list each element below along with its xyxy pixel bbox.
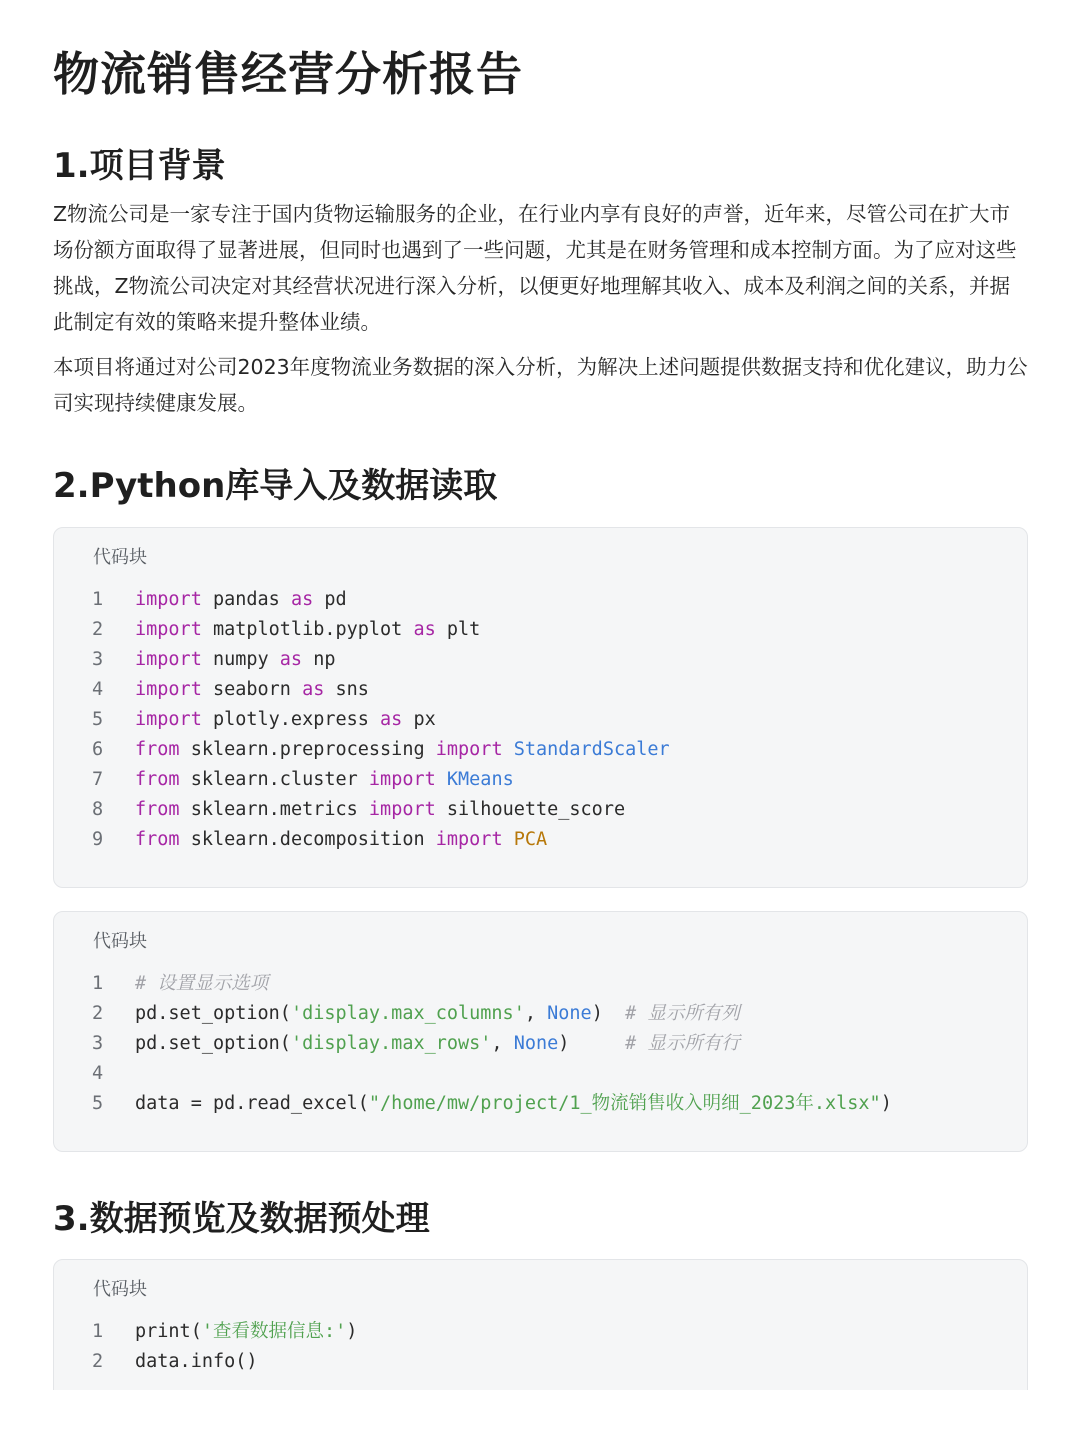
code-token [436, 769, 447, 790]
code-lines [54, 969, 1027, 1119]
code-token: # 显示所有列 [625, 1003, 740, 1024]
code-text [135, 645, 336, 675]
code-token: import [135, 679, 202, 700]
code-token: as [290, 589, 314, 610]
code-line [54, 1059, 1027, 1089]
code-text [135, 615, 480, 645]
code-token: as [302, 679, 325, 700]
code-token: PCA [513, 829, 548, 850]
code-token: import [135, 589, 202, 610]
line-number: 3 [92, 1033, 104, 1054]
code-token: sklearn.preprocessing [179, 739, 436, 760]
code-token: data.info() [135, 1351, 258, 1372]
paragraph-background: Z物流公司是一家专注于国内货物运输服务的企业，在行业内享有良好的声誉，近年来，尽管公司在扩大市场份额方面取得了显著进展，但同时也遇到了一些问题，尤其是在财务管理和成本控制方面。为了应对这些挑战，Z物流公司决定对其经营状况进行深入分析，以便更好地理解其收入、成本及利润之间的关系，并据此制定有效的策略来提升整体业绩。 [53, 202, 1017, 334]
code-token: '查看数据信息:' [201, 1321, 347, 1342]
line-number: 5 [92, 1093, 104, 1114]
paragraph-goal: 本项目将通过对公司2023年度物流业务数据的深入分析，为解决上述问题提供数据支持和优化建议，助力公司实现持续健康发展。 [53, 355, 1028, 415]
code-token: import [368, 799, 436, 820]
code-token: ) [346, 1321, 358, 1342]
code-token: import [435, 829, 503, 850]
code-line [54, 795, 1027, 825]
line-number: 8 [92, 799, 104, 820]
line-number: 2 [92, 1351, 104, 1372]
code-text [135, 675, 369, 705]
code-line [54, 999, 1027, 1029]
line-number: 7 [92, 769, 104, 790]
code-token: matplotlib.pyplot [201, 619, 414, 640]
code-token: sns [324, 679, 369, 700]
line-number: 6 [92, 739, 104, 760]
code-token: as [279, 649, 303, 670]
code-token: # 显示所有行 [625, 1033, 740, 1054]
section-heading-imports: 2.Python库导入及数据读取 [53, 466, 498, 506]
code-lines [54, 585, 1027, 855]
code-text [135, 705, 436, 735]
code-token: import [135, 619, 202, 640]
code-block-label: 代码块 [93, 547, 147, 568]
line-number: 1 [92, 589, 104, 610]
code-block-preview[interactable] [53, 1259, 1028, 1390]
line-number: 9 [92, 829, 104, 850]
code-block-label: 代码块 [93, 1279, 147, 1300]
code-token: ) [558, 1033, 626, 1054]
code-text [135, 969, 268, 999]
line-number: 2 [92, 619, 104, 640]
code-text [135, 735, 670, 765]
code-token: sklearn.decomposition [179, 829, 436, 850]
code-token: , [524, 1003, 548, 1024]
code-text [135, 585, 347, 615]
document-title: 物流销售经营分析报告 [53, 47, 523, 101]
code-text [135, 1089, 892, 1119]
code-token: as [380, 709, 403, 730]
code-token: data = pd.read_excel( [135, 1093, 369, 1114]
code-line [54, 705, 1027, 735]
code-lines [54, 1317, 1027, 1377]
line-number: 2 [92, 1003, 104, 1024]
line-number: 3 [92, 649, 104, 670]
code-line [54, 1347, 1027, 1377]
code-line [54, 585, 1027, 615]
code-text [135, 999, 740, 1029]
code-token: import [135, 649, 202, 670]
code-line [54, 675, 1027, 705]
code-token: None [547, 1003, 592, 1024]
section-heading-preprocessing: 3.数据预览及数据预处理 [53, 1199, 430, 1239]
code-token: numpy [201, 649, 280, 670]
code-token: as [413, 619, 436, 640]
code-block-imports[interactable] [53, 527, 1028, 888]
code-token [503, 829, 514, 850]
code-token: from [135, 799, 180, 820]
code-token: # 设置显示选项 [135, 973, 269, 994]
code-block-read-data[interactable] [53, 911, 1028, 1152]
code-token: ) [880, 1093, 892, 1114]
line-number: 4 [92, 1063, 104, 1084]
code-text [135, 825, 547, 855]
code-token: import [368, 769, 436, 790]
code-text [135, 765, 514, 795]
line-number: 1 [92, 1321, 104, 1342]
code-block-label: 代码块 [93, 931, 147, 952]
code-line [54, 765, 1027, 795]
code-token: "/home/mw/project/1_物流销售收入明细_2023年.xlsx" [368, 1093, 881, 1114]
code-token: KMeans [446, 769, 514, 790]
code-line [54, 1317, 1027, 1347]
code-token: silhouette_score [435, 799, 626, 820]
code-token: from [135, 739, 180, 760]
code-token: print( [135, 1321, 202, 1342]
code-token: pd.set_option( [135, 1003, 291, 1024]
code-token: seaborn [201, 679, 303, 700]
code-line [54, 1089, 1027, 1119]
code-token: ) [591, 1003, 626, 1024]
code-token: pd.set_option( [135, 1033, 291, 1054]
line-number: 1 [92, 973, 104, 994]
code-token: pandas [201, 589, 291, 610]
code-line [54, 969, 1027, 999]
code-token: np [302, 649, 336, 670]
code-token: 'display.max_columns' [290, 1003, 525, 1024]
code-token: 'display.max_rows' [290, 1033, 492, 1054]
code-text [135, 1347, 258, 1377]
code-token: import [135, 709, 202, 730]
code-token: import [435, 739, 503, 760]
code-text [135, 1317, 357, 1347]
code-token: plotly.express [201, 709, 381, 730]
line-number: 5 [92, 709, 104, 730]
code-token: None [513, 1033, 559, 1054]
code-token: from [135, 829, 180, 850]
code-token: sklearn.metrics [179, 799, 369, 820]
code-token: pd [313, 589, 347, 610]
code-line [54, 1029, 1027, 1059]
code-line [54, 735, 1027, 765]
code-token: plt [435, 619, 481, 640]
code-token: sklearn.cluster [179, 769, 369, 790]
code-token: px [402, 709, 436, 730]
code-text [135, 795, 625, 825]
section-heading-background: 1.项目背景 [53, 146, 226, 186]
code-token: , [491, 1033, 514, 1054]
code-token: from [135, 769, 180, 790]
code-line [54, 645, 1027, 675]
code-token: StandardScaler [513, 739, 670, 760]
code-text [135, 1029, 740, 1059]
code-token [503, 739, 514, 760]
line-number: 4 [92, 679, 104, 700]
code-line [54, 615, 1027, 645]
code-line [54, 825, 1027, 855]
